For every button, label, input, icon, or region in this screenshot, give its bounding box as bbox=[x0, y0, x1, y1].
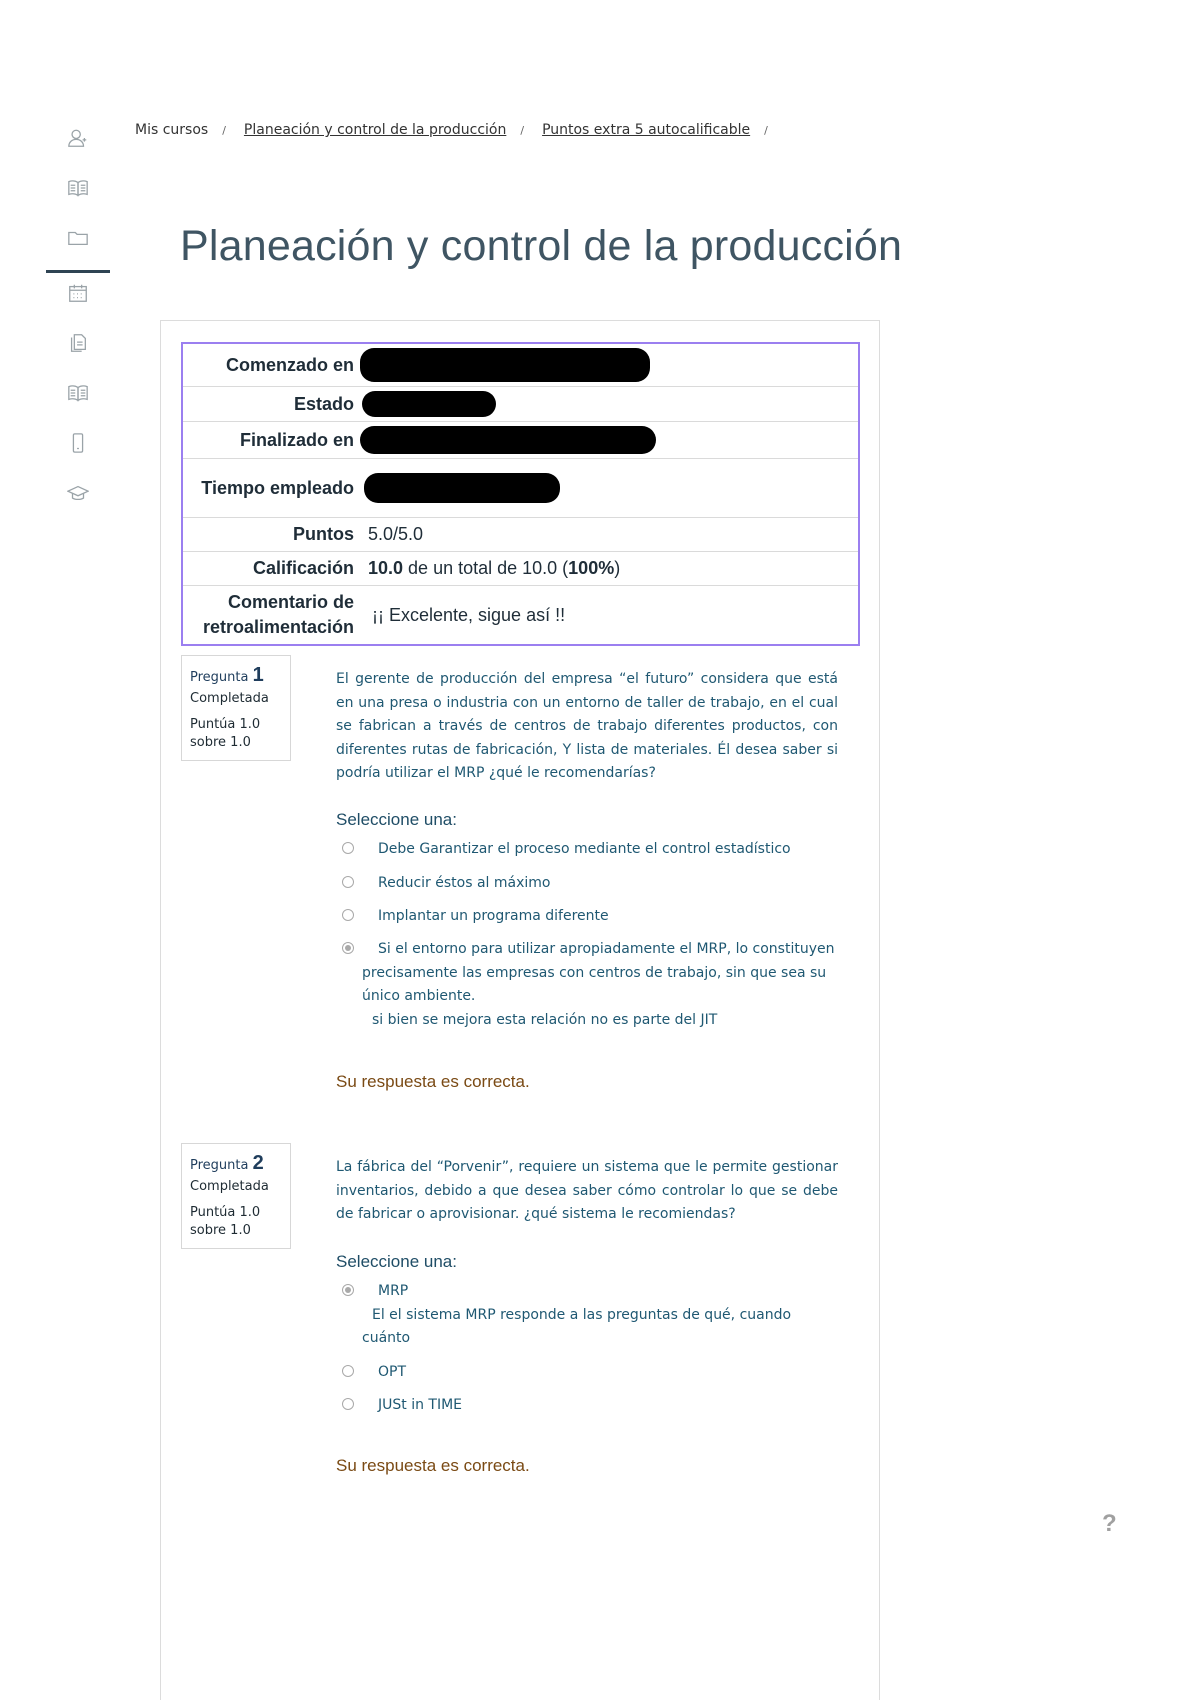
answer-option-selected[interactable] bbox=[342, 938, 842, 1032]
radio-button[interactable] bbox=[342, 842, 354, 854]
help-button[interactable]: ? bbox=[1102, 1510, 1117, 1537]
question-mark bbox=[190, 1204, 282, 1240]
question-label: Pregunta bbox=[190, 1158, 249, 1173]
answer-feedback: si bien se mejora esta relación no es parte del JIT bbox=[372, 1011, 718, 1028]
question-info-box bbox=[181, 655, 291, 761]
mobile-icon[interactable] bbox=[46, 423, 110, 463]
radio-button[interactable] bbox=[342, 1365, 354, 1377]
answer-option-label: Reducir éstos al máximo bbox=[378, 875, 551, 891]
grade-percent: 100% bbox=[568, 558, 615, 578]
summary-row bbox=[182, 387, 859, 422]
summary-value bbox=[360, 459, 859, 518]
answer-prompt: Seleccione una: bbox=[336, 810, 457, 829]
summary-row bbox=[182, 586, 859, 646]
summary-row bbox=[182, 552, 859, 586]
answer-option[interactable] bbox=[342, 838, 842, 862]
breadcrumb-item-course[interactable]: Planeación y control de la producción bbox=[243, 122, 507, 138]
summary-row bbox=[182, 459, 859, 518]
graduation-cap-icon[interactable] bbox=[46, 473, 110, 513]
radio-button[interactable] bbox=[342, 1398, 354, 1410]
question-mark bbox=[190, 716, 282, 752]
question-number: 1 bbox=[252, 664, 264, 686]
question-info-box bbox=[181, 1143, 291, 1249]
summary-value bbox=[360, 422, 859, 459]
radio-button-checked[interactable] bbox=[342, 1284, 354, 1296]
summary-row bbox=[182, 422, 859, 459]
summary-row bbox=[182, 343, 859, 387]
feedback-comment: ¡¡ Excelente, sigue así !! bbox=[372, 604, 566, 625]
grade-close: ) bbox=[614, 558, 621, 578]
answer-option[interactable] bbox=[342, 905, 842, 929]
calendar-icon[interactable] bbox=[46, 273, 110, 313]
grade-value: 10.0 bbox=[368, 558, 404, 578]
redaction-mark bbox=[360, 348, 650, 382]
documents-icon[interactable] bbox=[46, 323, 110, 363]
answer-outcome: Su respuesta es correcta. bbox=[336, 1456, 530, 1475]
answer-option-label: OPT bbox=[378, 1364, 407, 1380]
redaction-mark bbox=[362, 391, 496, 417]
summary-label: Finalizado en bbox=[239, 429, 354, 450]
breadcrumb-separator: / bbox=[764, 123, 768, 137]
breadcrumb-separator: / bbox=[222, 123, 226, 137]
question-text: El gerente de producción del empresa “el futuro” considera que está en una presa o industria con un entorno de taller de trabajo, en el cual se fabrican a través de centros de trabajo diferentes productos, con diferentes rutas de fabricación, Y lista de materiales. Él desea saber si podría utilizar el MRP ¿qué le recomendarías? bbox=[336, 671, 838, 781]
folder-icon[interactable] bbox=[46, 218, 110, 258]
answer-option-label: MRP bbox=[378, 1283, 409, 1299]
question-state: Completada bbox=[190, 1179, 269, 1194]
answer-option[interactable] bbox=[342, 872, 842, 896]
answer-feedback: El el sistema MRP responde a las preguntas de qué, cuando bbox=[372, 1306, 792, 1323]
summary-row bbox=[182, 518, 859, 552]
grade-total: de un total de 10.0 ( bbox=[403, 558, 569, 578]
breadcrumb-separator: / bbox=[520, 123, 525, 137]
radio-button[interactable] bbox=[342, 909, 354, 921]
question-state: Completada bbox=[190, 691, 269, 706]
summary-label: Calificación bbox=[252, 558, 354, 578]
answer-option-label-continued: precisamente las empresas con centros de trabajo, sin que sea su único ambiente. bbox=[362, 964, 827, 1004]
summary-label: Estado bbox=[293, 393, 354, 414]
breadcrumb bbox=[135, 122, 786, 138]
breadcrumb-item-quiz[interactable]: Puntos extra 5 autocalificable bbox=[542, 122, 751, 138]
answer-option-label: Implantar un programa diferente bbox=[378, 908, 609, 924]
question-label: Pregunta bbox=[190, 670, 249, 685]
summary-value: 5.0/5.0 bbox=[368, 524, 424, 544]
radio-button[interactable] bbox=[342, 876, 354, 888]
answer-option[interactable] bbox=[342, 1361, 842, 1385]
question-number: 2 bbox=[252, 1152, 264, 1174]
answer-option-label: Si el entorno para utilizar apropiadamente el MRP, lo constituyen bbox=[378, 941, 835, 957]
answer-option-label: Debe Garantizar el proceso mediante el control estadístico bbox=[378, 841, 791, 857]
user-icon[interactable] bbox=[46, 118, 110, 158]
question-mark-max: sobre 1.0 bbox=[190, 1223, 251, 1238]
summary-label: Comentario de retroalimentación bbox=[202, 592, 354, 637]
book-icon[interactable] bbox=[46, 168, 110, 208]
answer-option-label: JUSt in TIME bbox=[378, 1397, 463, 1413]
attempt-summary-table bbox=[181, 342, 860, 646]
summary-label: Comenzado en bbox=[225, 354, 354, 375]
summary-value bbox=[360, 387, 859, 422]
redaction-mark bbox=[364, 473, 560, 503]
redaction-mark bbox=[360, 426, 656, 454]
summary-value bbox=[360, 343, 859, 387]
radio-button-checked[interactable] bbox=[342, 942, 354, 954]
summary-value bbox=[360, 552, 859, 586]
answer-option[interactable] bbox=[342, 1394, 842, 1418]
book-icon[interactable] bbox=[46, 373, 110, 413]
question-mark-score: Puntúa 1.0 bbox=[190, 1205, 261, 1220]
question-mark-score: Puntúa 1.0 bbox=[190, 717, 261, 732]
question-text: La fábrica del “Porvenir”, requiere un sistema que le permite gestionar inventarios, debido a que desea saber cómo controlar lo que se debe de fabricar o aprovisionar. ¿qué sistema le recomiendas? bbox=[336, 1159, 838, 1222]
page-title: Planeación y control de la producción bbox=[180, 222, 903, 270]
question-mark-max: sobre 1.0 bbox=[190, 735, 251, 750]
answer-option-selected[interactable] bbox=[342, 1280, 842, 1351]
summary-label: Puntos bbox=[293, 524, 354, 544]
breadcrumb-item-mis-cursos[interactable]: Mis cursos bbox=[135, 122, 209, 138]
summary-label: Tiempo empleado bbox=[201, 477, 354, 498]
answer-feedback-continued: cuánto bbox=[362, 1330, 411, 1346]
answer-outcome: Su respuesta es correcta. bbox=[336, 1072, 530, 1091]
answer-prompt: Seleccione una: bbox=[336, 1252, 457, 1271]
